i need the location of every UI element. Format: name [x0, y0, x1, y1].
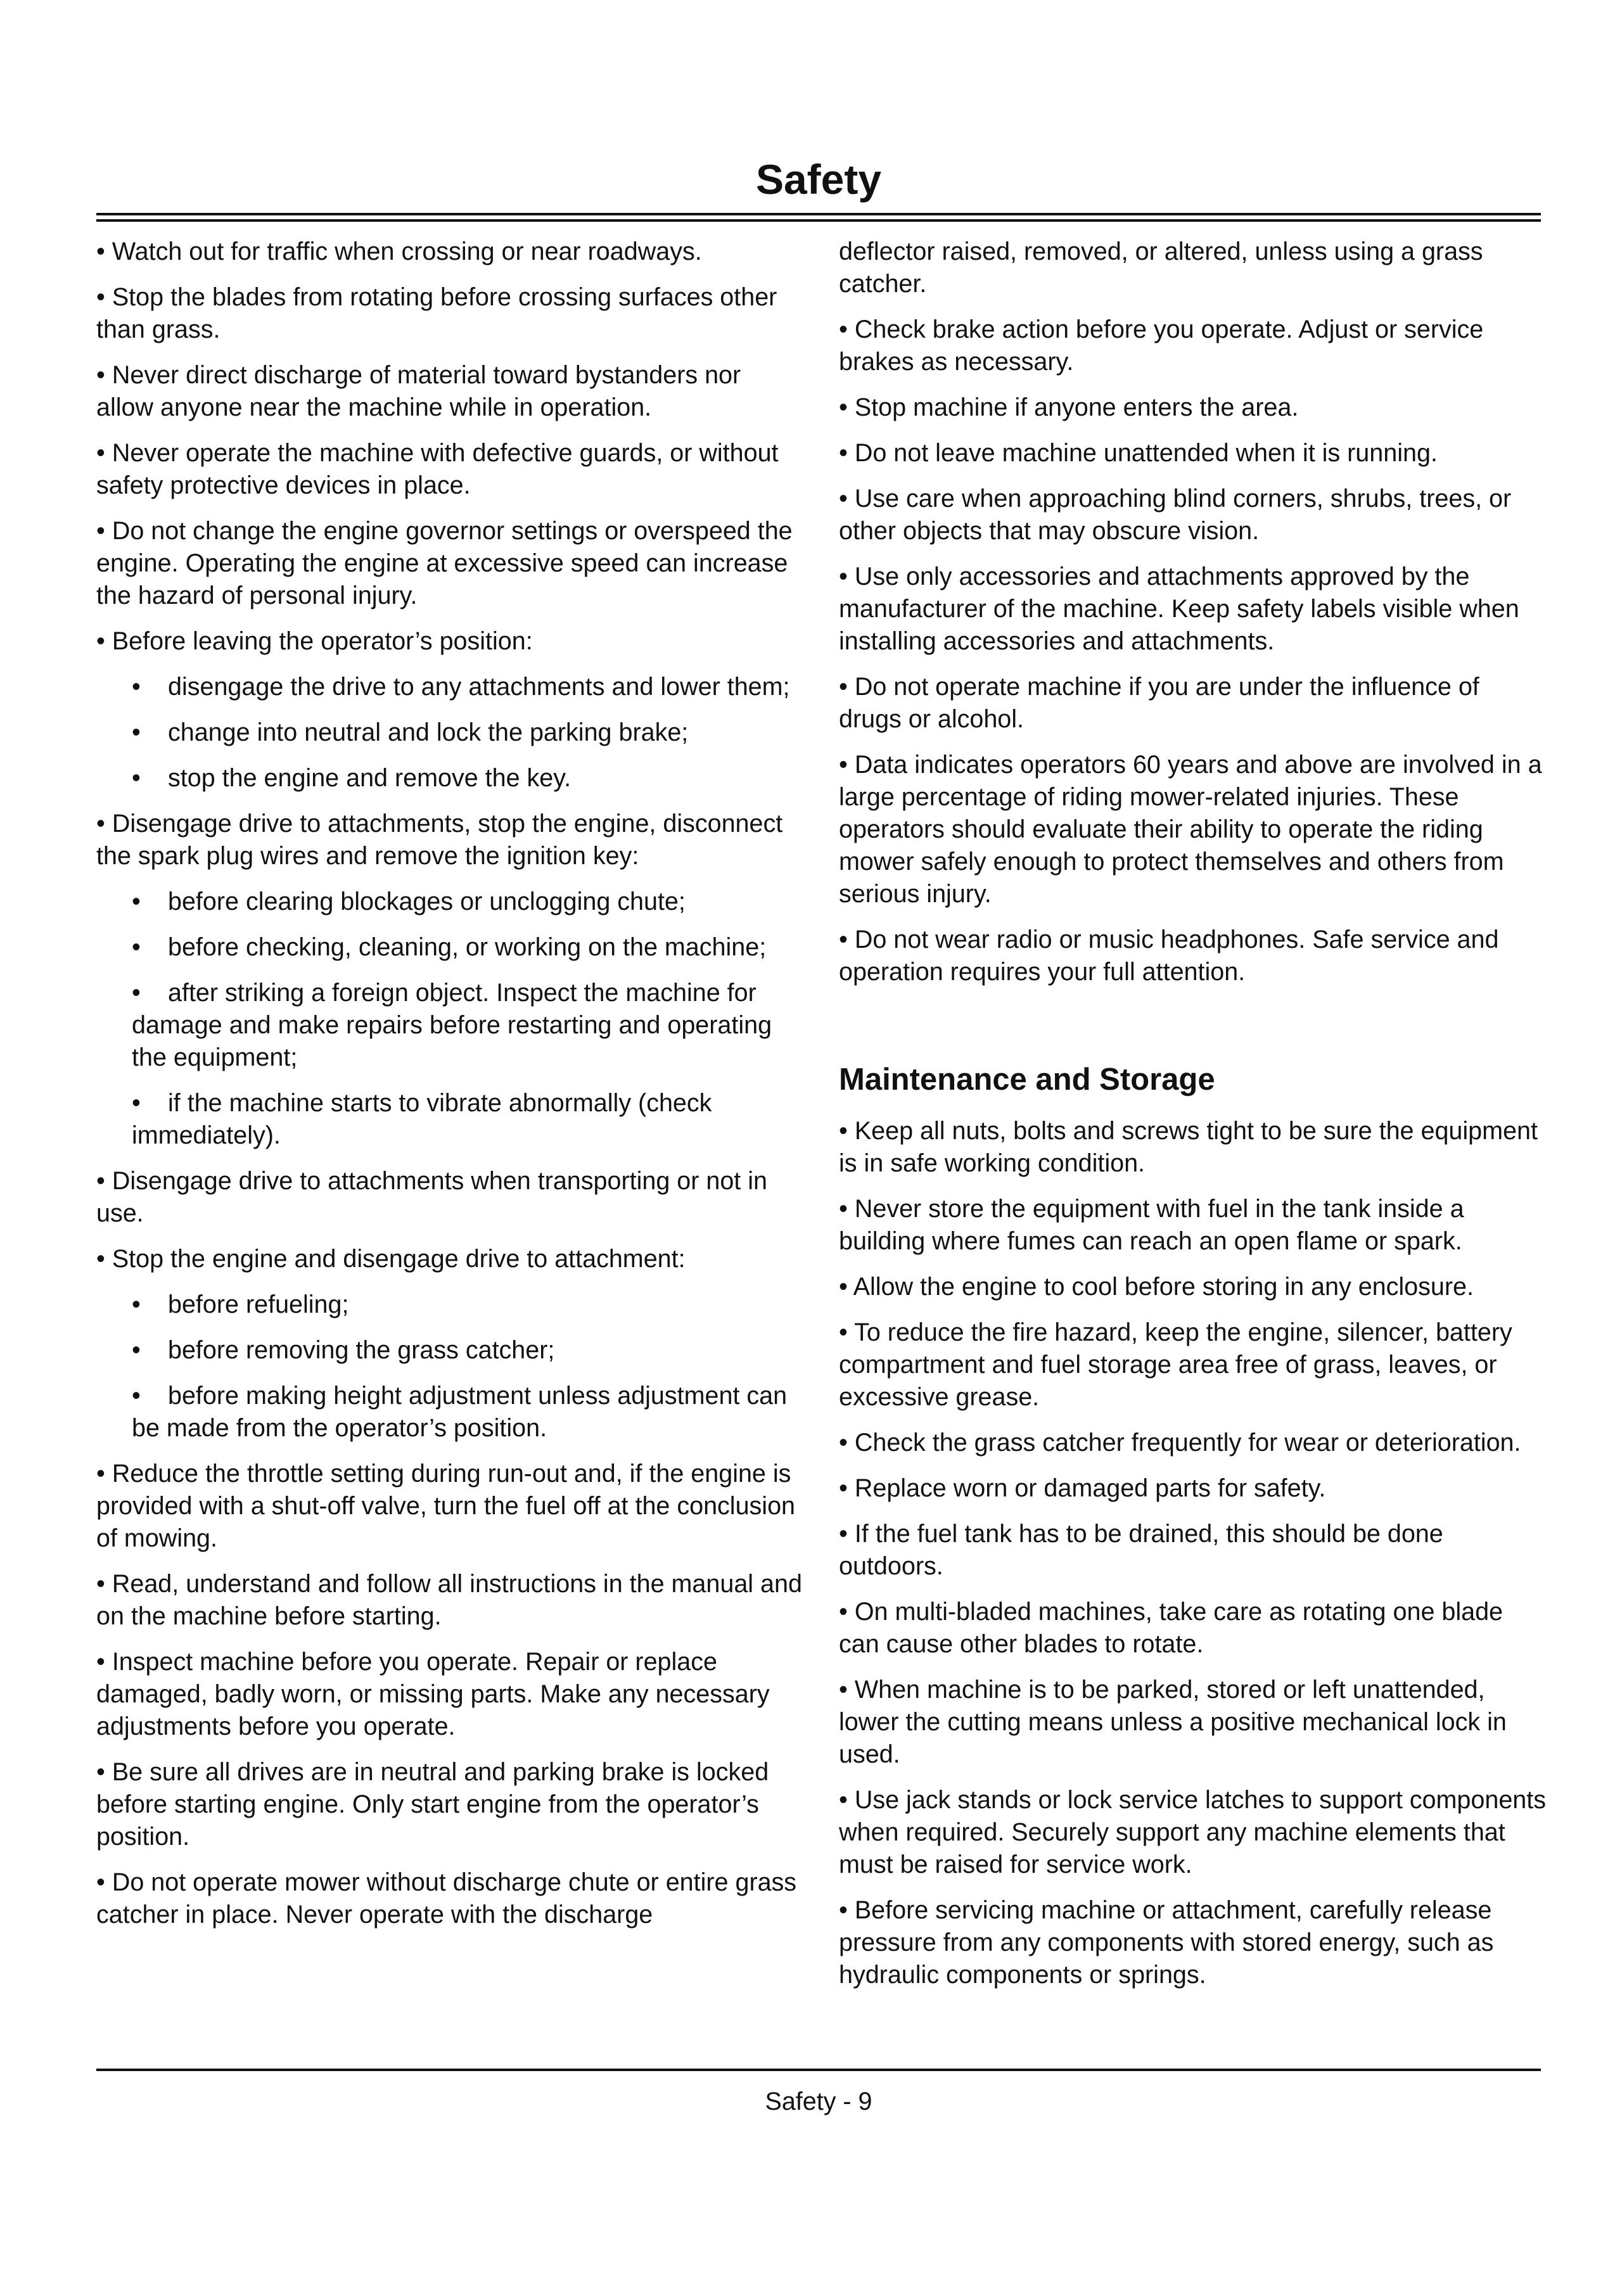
bullet-marker: • [96, 1570, 105, 1598]
bullet-marker: • [132, 718, 141, 746]
item-text: Use only accessories and attachments approved by the manufacturer of the machine. Keep safety labels visible when installing accessories and attachments. [839, 563, 1519, 655]
bullet-marker: • [839, 1896, 848, 1924]
item-text: Stop the engine and disengage drive to attachment: [112, 1245, 686, 1273]
list-item [839, 671, 1547, 736]
item-text: Be sure all drives are in neutral and parking brake is locked before starting engine. Only start engine from the operator’s position. [96, 1758, 769, 1851]
item-text: before refueling; [168, 1291, 349, 1318]
item-text: Before servicing machine or attachment, carefully release pressure from any components with stored energy, such as hydraulic components or springs. [839, 1896, 1494, 1989]
list-item [96, 236, 805, 268]
page-title: Safety [755, 156, 882, 203]
sub-list-item [96, 1380, 805, 1445]
item-text: Watch out for traffic when crossing or near roadways. [112, 238, 702, 265]
bullet-marker: • [96, 283, 105, 311]
item-text: stop the engine and remove the key. [168, 764, 572, 792]
sub-list-item [96, 762, 805, 794]
list-item [839, 392, 1547, 424]
bullet-marker: • [839, 1520, 848, 1548]
item-text: Before leaving the operator’s position: [112, 627, 533, 655]
list-item [839, 1427, 1547, 1459]
list-item [96, 625, 805, 658]
list-item [839, 1894, 1547, 1991]
bullet-marker: • [839, 1429, 848, 1457]
list-item [839, 1115, 1547, 1180]
bullet-marker: • [839, 393, 848, 421]
bullet-marker: • [839, 1195, 848, 1223]
bullet-marker: • [96, 1648, 105, 1676]
item-text: if the machine starts to vibrate abnormally (check immediately). [132, 1089, 712, 1149]
item-text: after striking a foreign object. Inspect the machine for damage and make repairs before restarting and operating the equipment; [132, 979, 772, 1071]
bullet-marker: • [96, 1758, 105, 1786]
bullet-marker: • [839, 563, 848, 590]
header-double-rule [96, 213, 1541, 222]
bullet-marker: • [839, 1273, 848, 1301]
bullet-marker: • [839, 439, 848, 467]
bullet-marker: • [839, 1117, 848, 1145]
list-item [96, 515, 805, 612]
bullet-marker: • [839, 1676, 848, 1704]
bullet-marker: • [132, 673, 141, 701]
bullet-marker: • [96, 627, 105, 655]
bullet-marker: • [96, 517, 105, 545]
item-text: Do not operate machine if you are under the influence of drugs or alcohol. [839, 673, 1479, 733]
bullet-marker: • [132, 764, 141, 792]
item-text: Do not operate mower without discharge chute or entire grass catcher in place. Never operate with the discharge [96, 1868, 797, 1929]
item-text: Disengage drive to attachments, stop the engine, disconnect the spark plug wires and remove the ignition key: [96, 810, 783, 870]
bullet-marker: • [96, 439, 105, 467]
bullet-marker: • [132, 1089, 141, 1117]
list-item [96, 281, 805, 346]
bullet-marker: • [96, 361, 105, 389]
list-item [839, 1472, 1547, 1505]
sub-list-item [96, 1289, 805, 1321]
list-item [96, 1568, 805, 1633]
list-item [839, 1784, 1547, 1881]
list-item [96, 1243, 805, 1275]
sub-list-item [96, 886, 805, 918]
left-column [96, 236, 805, 1944]
list-item [839, 1193, 1547, 1258]
item-text: Never operate the machine with defective guards, or without safety protective devices in place. [96, 439, 779, 499]
item-text: Keep all nuts, bolts and screws tight to be sure the equipment is in safe working condition. [839, 1117, 1538, 1177]
item-text: disengage the drive to any attachments and lower them; [168, 673, 790, 701]
list-item [96, 1866, 805, 1931]
continued-text [839, 236, 1547, 300]
bullet-marker: • [839, 1786, 848, 1814]
list-item [839, 1674, 1547, 1771]
list-item [839, 483, 1547, 547]
item-text: If the fuel tank has to be drained, this should be done outdoors. [839, 1520, 1443, 1580]
list-item [839, 1596, 1547, 1661]
item-text: On multi-bladed machines, take care as rotating one blade can cause other blades to rotate. [839, 1598, 1504, 1658]
list-item [839, 924, 1547, 988]
list-item [839, 1271, 1547, 1303]
list-item [96, 1165, 805, 1230]
right-column [839, 236, 1547, 2005]
bullet-marker: • [96, 1167, 105, 1195]
bullet-marker: • [839, 1474, 848, 1502]
list-item [96, 1646, 805, 1743]
sub-list-item [96, 717, 805, 749]
bullet-marker: • [96, 1460, 105, 1488]
item-text: Check brake action before you operate. Adjust or service brakes as necessary. [839, 316, 1484, 376]
list-item [839, 561, 1547, 658]
item-text: Inspect machine before you operate. Repair or replace damaged, badly worn, or missing parts. Make any necessary adjustments before you operate. [96, 1648, 770, 1740]
bullet-marker: • [839, 1318, 848, 1346]
bullet-marker: • [96, 1245, 105, 1273]
item-text: Read, understand and follow all instructions in the manual and on the machine before starting. [96, 1570, 802, 1630]
bullet-marker: • [132, 1291, 141, 1318]
item-text: Stop machine if anyone enters the area. [854, 393, 1299, 421]
item-text: Data indicates operators 60 years and above are involved in a large percentage of riding mower-related injuries. These operators should evaluate their ability to operate the riding mower safely enough to protect themselves and others from serious injury. [839, 751, 1542, 908]
item-text: To reduce the fire hazard, keep the engine, silencer, battery compartment and fuel storage area free of grass, leaves, or excessive grease. [839, 1318, 1512, 1411]
item-text: Do not leave machine unattended when it is running. [854, 439, 1438, 467]
item-text: deflector raised, removed, or altered, unless using a grass catcher. [839, 238, 1483, 298]
item-text: before checking, cleaning, or working on the machine; [168, 933, 767, 961]
item-text: change into neutral and lock the parking brake; [168, 718, 689, 746]
list-item [839, 437, 1547, 469]
bullet-marker: • [132, 888, 141, 915]
list-item [839, 1317, 1547, 1413]
sub-list-item [96, 931, 805, 964]
bullet-marker: • [839, 485, 848, 513]
sub-list-item [96, 1334, 805, 1367]
bullet-marker: • [132, 1382, 141, 1410]
list-item [839, 749, 1547, 910]
list-item [96, 1458, 805, 1555]
sub-list-item [96, 977, 805, 1074]
list-item [839, 314, 1547, 378]
item-text: Do not wear radio or music headphones. Safe service and operation requires your full attention. [839, 926, 1499, 986]
footer-rule [96, 2069, 1541, 2071]
page-footer: Safety - 9 [765, 2088, 872, 2115]
bullet-marker: • [839, 673, 848, 701]
item-text: Disengage drive to attachments when transporting or not in use. [96, 1167, 768, 1227]
bullet-marker: • [132, 933, 141, 961]
bullet-marker: • [839, 316, 848, 343]
list-item [96, 808, 805, 872]
item-text: before removing the grass catcher; [168, 1336, 555, 1364]
sub-list-item [96, 1087, 805, 1152]
list-item [839, 1518, 1547, 1583]
item-text: Never direct discharge of material toward bystanders nor allow anyone near the machine while in operation. [96, 361, 741, 421]
bullet-marker: • [839, 751, 848, 779]
item-text: Use care when approaching blind corners, shrubs, trees, or other objects that may obscure vision. [839, 485, 1512, 545]
sub-list-item [96, 671, 805, 703]
item-text: Never store the equipment with fuel in the tank inside a building where fumes can reach an open flame or spark. [839, 1195, 1464, 1255]
bullet-marker: • [96, 810, 105, 838]
item-text: before making height adjustment unless adjustment can be made from the operator’s position. [132, 1382, 788, 1442]
item-text: Reduce the throttle setting during run-out and, if the engine is provided with a shut-off valve, turn the fuel off at the conclusion of mowing. [96, 1460, 796, 1552]
bullet-marker: • [96, 238, 105, 265]
item-text: Stop the blades from rotating before crossing surfaces other than grass. [96, 283, 777, 343]
item-text: Check the grass catcher frequently for wear or deterioration. [854, 1429, 1521, 1457]
item-text: Replace worn or damaged parts for safety. [854, 1474, 1326, 1502]
bullet-marker: • [839, 926, 848, 953]
section-heading: Maintenance and Storage [839, 1062, 1215, 1097]
bullet-marker: • [132, 1336, 141, 1364]
bullet-marker: • [132, 979, 141, 1007]
list-item [96, 359, 805, 424]
item-text: When machine is to be parked, stored or left unattended, lower the cutting means unless a positive mechanical lock in used. [839, 1676, 1507, 1768]
list-item [96, 1756, 805, 1853]
item-text: before clearing blockages or unclogging chute; [168, 888, 686, 915]
item-text: Use jack stands or lock service latches to support components when required. Securely support any machine elements that must be raised for service work. [839, 1786, 1546, 1878]
item-text: Allow the engine to cool before storing in any enclosure. [853, 1273, 1474, 1301]
bullet-marker: • [96, 1868, 105, 1896]
item-text: Do not change the engine governor settings or overspeed the engine. Operating the engine at excessive speed can increase the hazard of personal injury. [96, 517, 793, 609]
list-item [96, 437, 805, 502]
bullet-marker: • [839, 1598, 848, 1626]
